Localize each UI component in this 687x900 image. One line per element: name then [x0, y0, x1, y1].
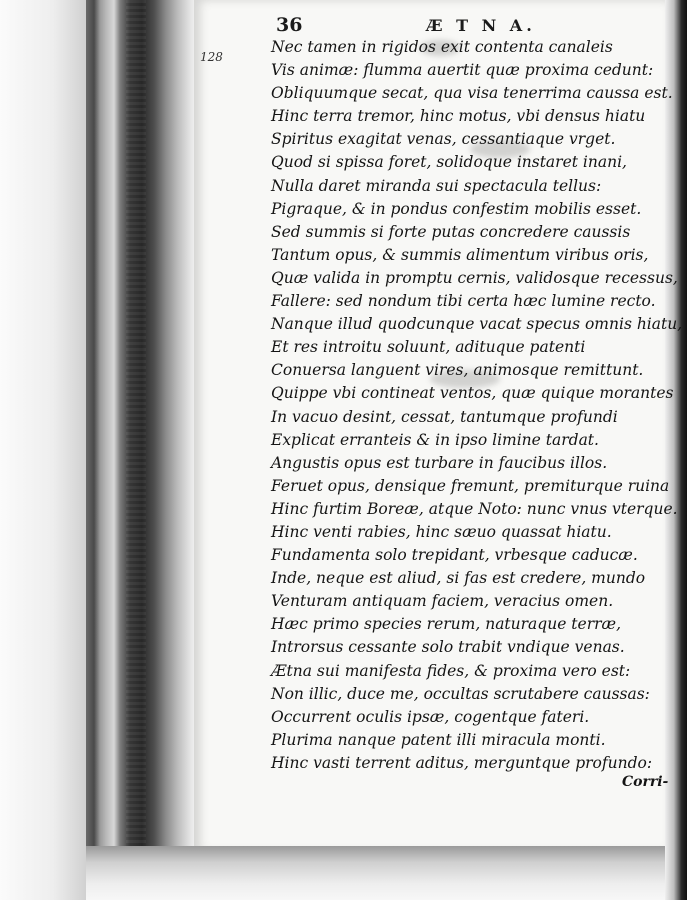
verse-line: Hinc venti rabies, hinc sæuo quassat hiatu.: [271, 522, 612, 541]
verse-line: Tantum opus, & summis alimentum viribus oris,: [271, 245, 649, 264]
verse-line: Fallere: sed nondum tibi certa hæc lumine recto.: [271, 292, 656, 311]
verse-line: Feruet opus, densique fremunt, premiturque ruina: [271, 476, 670, 495]
verse-line: Introrsus cessante solo trabit vndique venas.: [271, 638, 625, 657]
verse-line: Fundamenta solo trepidant, vrbesque caducæ.: [271, 546, 638, 565]
verse-line: Quippe vbi contineat ventos, quæ quique morantes: [271, 384, 674, 403]
verse-line: Ætna sui manifesta fides, & proxima vero est:: [271, 661, 631, 680]
verse-line: Pigraque, & in pondus confestim mobilis esset.: [271, 199, 642, 218]
verse-line: Occurrent oculis ipsæ, cogentque fateri.: [271, 707, 590, 726]
verse-line: Nec tamen in rigidos exit contenta canaleis: [271, 38, 613, 56]
verse-line: Quod si spissa foret, solidoque instaret inani,: [271, 153, 627, 172]
margin-note: 128: [200, 50, 223, 64]
verse-line: Non illic, duce me, occultas scrutabere caussas:: [271, 684, 650, 703]
ink-blot: [470, 140, 530, 158]
verse-line: Hinc furtim Boreæ, atque Noto: nunc vnus vterque.: [271, 499, 678, 518]
verse-line: Spiritus exagitat venas, cessantiaque vrget.: [271, 130, 616, 149]
verse-line: Vis animæ: flumma auertit quæ proxima cedunt:: [271, 61, 654, 80]
book-gutter-fold: [86, 0, 196, 882]
running-head: Æ T N A.: [426, 16, 536, 35]
page-bottom-shadow: [86, 846, 687, 900]
page-number: 36: [276, 14, 303, 36]
verse-line: Explicat erranteis & in ipso limine tardat.: [271, 430, 599, 449]
catchword: Corri-: [622, 774, 669, 790]
verse-line: Venturam antiquam faciem, veracius omen.: [271, 592, 614, 611]
ink-blot: [420, 40, 460, 56]
verse-line: Hinc vasti terrent aditus, merguntque profundo:: [271, 753, 653, 772]
verse-line: Plurima nanque patent illi miracula monti.: [271, 730, 606, 749]
verse-line: Nulla daret miranda sui spectacula tellus:: [271, 176, 602, 195]
verse-line: Angustis opus est turbare in faucibus illos.: [271, 453, 608, 472]
verse-line: Hæc primo species rerum, naturaque terræ,: [271, 615, 622, 634]
verse-line: Hinc terra tremor, hinc motus, vbi densus hiatu: [271, 107, 646, 126]
verse-line: Inde, neque est aliud, si fas est credere, mundo: [271, 569, 646, 588]
scan-left-margin: [0, 0, 88, 900]
ink-blot: [430, 370, 500, 388]
verse-line: Quæ valida in promptu cernis, validosque recessus,: [271, 268, 678, 287]
verse-line: Nanque illud quodcunque vacat specus omnis hiatu,: [271, 315, 683, 334]
verse-line: In vacuo desint, cessat, tantumque profundi: [271, 407, 618, 426]
verse-line: Sed summis si forte putas concredere caussis: [271, 222, 631, 241]
verse-line: Conuersa languent vires, animosque remittunt.: [271, 361, 644, 380]
verse-line: Obliquumque secat, qua visa tenerrima caussa est.: [271, 84, 673, 103]
verse-line: Et res introitu soluunt, adituque patenti: [271, 338, 586, 357]
